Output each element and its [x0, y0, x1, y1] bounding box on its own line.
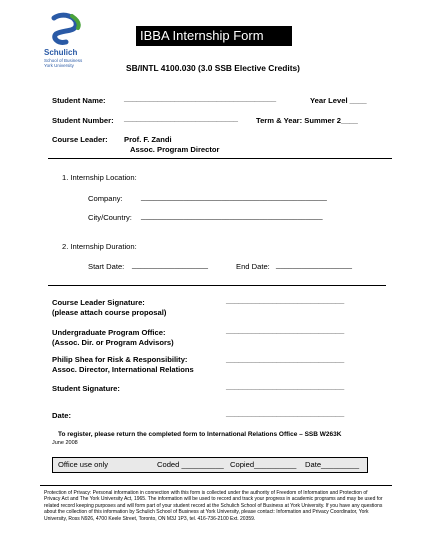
course-leader-role: Assoc. Program Director — [130, 145, 220, 154]
divider — [48, 158, 392, 159]
risk-signature-label: Philip Shea for Risk & Responsibility: — [52, 355, 188, 364]
office-use-box — [52, 457, 368, 473]
divider — [48, 285, 386, 286]
duration-heading: 2. Internship Duration: — [62, 242, 137, 251]
end-date-label: End Date: — [236, 262, 270, 271]
city-country-label: City/Country: — [88, 213, 132, 222]
form-title: IBBA Internship Form — [136, 26, 292, 46]
year-level-field[interactable]: Year Level ____ — [310, 96, 367, 105]
divider — [40, 485, 392, 486]
student-name-label: Student Name: — [52, 96, 106, 105]
schulich-logo — [44, 12, 106, 74]
student-number-field[interactable]: ___________________________ — [124, 114, 239, 123]
course-leader-name: Prof. F. Zandi — [124, 135, 172, 144]
course-subtitle: SB/INTL 4100.030 (3.0 SSB Elective Credits) — [126, 63, 300, 73]
schulich-emblem-icon — [48, 12, 82, 46]
date-label: Date: — [52, 411, 71, 420]
office-use-label: Office use only — [58, 460, 109, 469]
student-signature-label: Student Signature: — [52, 384, 120, 393]
privacy-notice: Protection of Privacy: Personal information in connection with this form is collected under the authority of Freedom of Information and Protection of Privacy Act and The York University Act, 1965. The information will be used to record and track your progress in academic programs and may be used for related record keeping purposes and will form part of your student record at the Schulich School of Business at York University. If you have any questions about the collection of this information by Schulich School of Business at York University, please contact: Information and Privacy Coordinator, York University, Ross N926, 4700 Keele Street, Toronto, ON M3J 1P3, tel. 416-736-2100 Ext. 20359. — [44, 490, 383, 522]
logo-school: School of Business — [44, 58, 83, 63]
city-country-field[interactable]: ___________________________________________ — [141, 211, 323, 220]
term-year-field[interactable]: Term & Year: Summer 2____ — [256, 116, 358, 125]
leader-signature-field[interactable]: ____________________________ — [226, 296, 345, 305]
logo-university: York University — [44, 63, 74, 68]
leader-signature-label: Course Leader Signature: — [52, 298, 145, 307]
program-office-label: Undergraduate Program Office: — [52, 328, 166, 337]
student-name-field[interactable]: ____________________________________ — [124, 94, 277, 103]
date-field[interactable]: ____________________________ — [226, 409, 345, 418]
copied-field[interactable]: Copied__________ — [230, 460, 297, 469]
risk-signature-field[interactable]: ____________________________ — [226, 355, 345, 364]
course-leader-label: Course Leader: — [52, 135, 108, 144]
logo-word: Schulich — [44, 48, 78, 57]
program-office-note: (Assoc. Dir. or Program Advisors) — [52, 338, 174, 347]
office-date-field[interactable]: Date_________ — [305, 460, 360, 469]
end-date-field[interactable]: __________________ — [276, 260, 353, 269]
leader-signature-note: (please attach course proposal) — [52, 308, 167, 317]
start-date-label: Start Date: — [88, 262, 125, 271]
coded-field[interactable]: Coded __________ — [157, 460, 224, 469]
student-number-label: Student Number: — [52, 116, 114, 125]
program-office-signature-field[interactable]: ____________________________ — [226, 326, 345, 335]
return-instructions: To register, please return the completed form to International Relations Office – SSB W263K — [58, 431, 342, 438]
location-heading: 1. Internship Location: — [62, 173, 137, 182]
start-date-field[interactable]: __________________ — [132, 260, 209, 269]
risk-signature-role: Assoc. Director, International Relations — [52, 365, 194, 374]
form-date: June 2008 — [52, 440, 78, 446]
company-label: Company: — [88, 194, 123, 203]
student-signature-field[interactable]: ____________________________ — [226, 382, 345, 391]
company-field[interactable]: ____________________________________________ — [141, 192, 327, 201]
